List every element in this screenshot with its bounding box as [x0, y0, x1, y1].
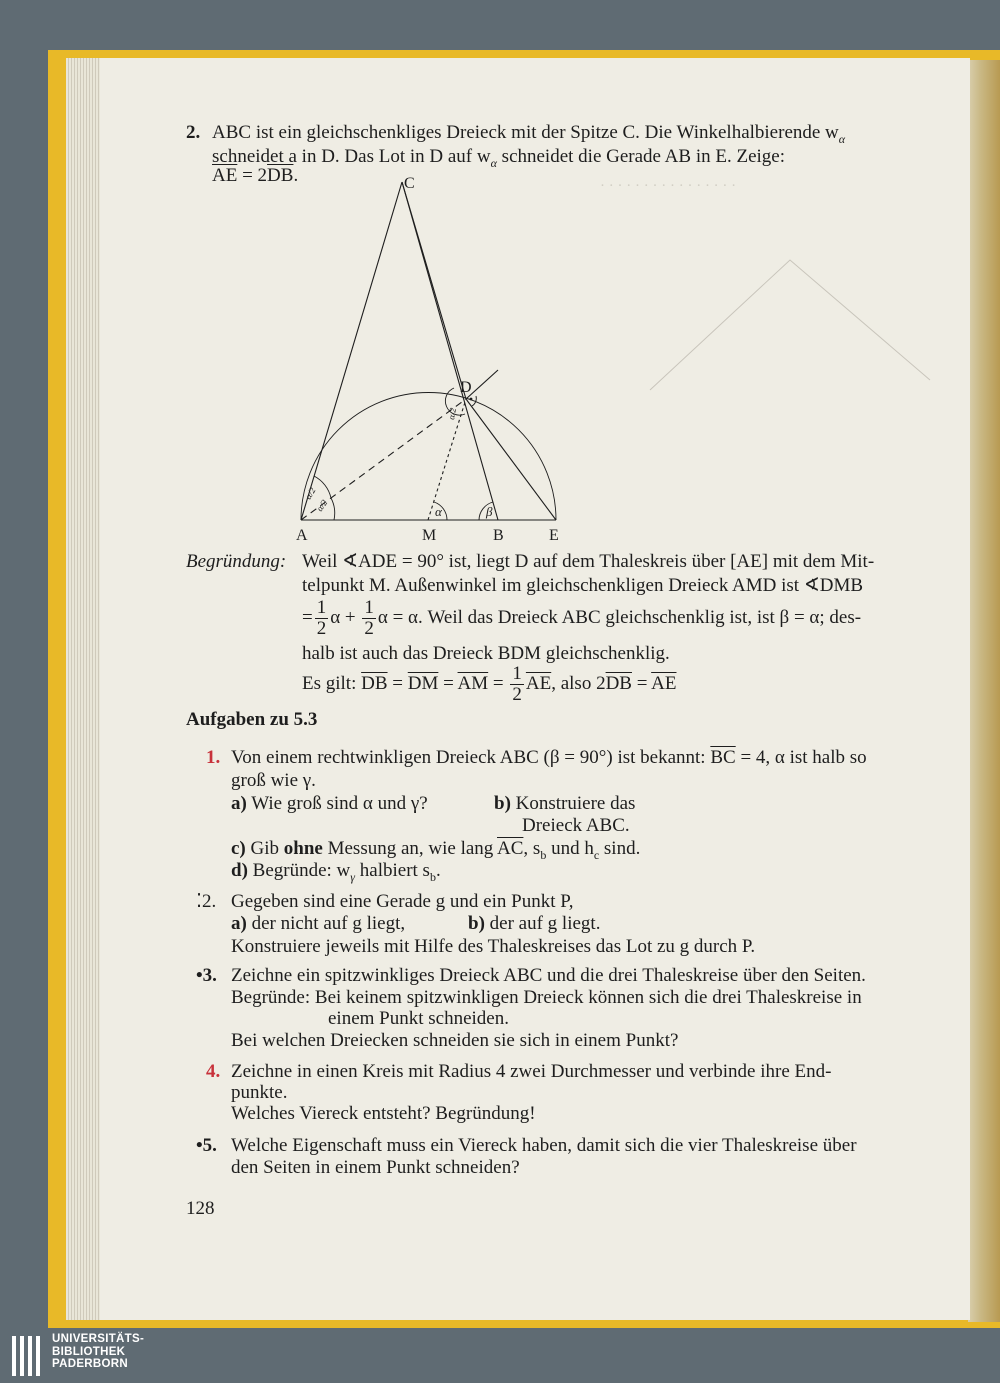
proof-line2: telpunkt M. Außenwinkel im gleichschenkligen Dreieck AMD ist ∢DMB: [302, 575, 864, 596]
problem-text-line1: ABC ist ein gleichschenkliges Dreieck mit der Spitze C. Die Winkelhalbierende $w_\alpha$: [212, 122, 846, 146]
task4-line3: Welches Viereck entsteht? Begründung!: [231, 1103, 536, 1124]
task1-line2: groß wie γ.: [231, 770, 316, 791]
angle-arc-a: [331, 498, 335, 520]
task1-line1: Von einem rechtwinkligen Dreieck ABC (β = 90°) ist bekannt: $\overline{BC} = 4$, α ist halb so: [231, 747, 867, 768]
label-m: M: [422, 527, 437, 544]
problem-text-line2: schneidet a in D. Das Lot in D auf $w_\alpha$ schneidet die Gerade AB in E. Zeige:: [212, 146, 785, 170]
task2-a: a) der nicht auf g liegt,: [231, 913, 406, 934]
page-number: 128: [186, 1198, 215, 1219]
proof-line4: halb ist auch das Dreieck BDM gleichschenklig.: [302, 643, 670, 664]
task3-line1: Zeichne ein spitzwinkliges Dreieck ABC und die drei Thaleskreise über den Seiten.: [231, 965, 866, 986]
task2-b: b) der auf g liegt.: [468, 913, 601, 934]
thales-circle: [301, 393, 556, 521]
task3-number: •3.: [196, 965, 217, 986]
library-logo-icon: [12, 1334, 48, 1380]
task2-number: ⁚2.: [196, 891, 217, 912]
label-e: E: [549, 527, 559, 544]
task2-line3: Konstruiere jeweils mit Hilfe des Thaleskreises das Lot zu g durch P.: [231, 936, 756, 957]
right-angle-dot: [470, 398, 473, 401]
label-c: C: [404, 175, 415, 192]
geometry-figure: [290, 170, 580, 545]
task4-line1: Zeichne in einen Kreis mit Radius 4 zwei Durchmesser und verbinde ihre End-: [231, 1061, 832, 1082]
bleed-through-text: · · · · · · · · · · · · · · · ·: [600, 178, 737, 194]
task5-line1: Welche Eigenschaft muss ein Viereck haben, damit sich die vier Thaleskreise über: [231, 1135, 857, 1156]
label-alpha-half-d: α/2: [446, 407, 459, 421]
bisector-ext: [402, 182, 466, 399]
section-title: Aufgaben zu 5.3: [186, 709, 318, 730]
label-angle-alpha: α: [435, 504, 442, 519]
task3-line4: Bei welchen Dreiecken schneiden sie sich in einem Punkt?: [231, 1030, 679, 1051]
label-d: D: [460, 379, 472, 396]
task2-line1: Gegeben sind eine Gerade g und ein Punkt P,: [231, 891, 574, 912]
proof-line3: = $\frac{1}{2}$ α + $\frac{1}{2}$ α = α. Weil das Dreieck ABC gleichschenklig ist, ist β = α; des-: [302, 597, 862, 639]
proof-label: Begründung:: [186, 551, 287, 572]
label-b: B: [493, 527, 504, 544]
problem-text-line3: $\overline{AE} = 2\overline{DB}$.: [212, 165, 299, 186]
task1-d: d) Begründe: $w_\gamma$ halbiert $s_b$.: [231, 860, 441, 884]
proof-line1: Weil ∢ADE = 90° ist, liegt D auf dem Thaleskreis über [AE] mit dem Mit-: [302, 551, 875, 572]
proof-line5: Es gilt: $\overline{DB} = \overline{DM} = \overline{AM}$ = $\frac{1}{2}$ $\overline{AE}$, also $2\overline{DB} = \overline{AE}$: [302, 663, 677, 705]
label-alpha-half-1: α/2: [303, 485, 318, 501]
perpendicular-de: [466, 399, 556, 520]
facing-page-edge: [968, 60, 1000, 1322]
task3-line3: einem Punkt schneiden.: [328, 1008, 509, 1029]
side-ac: [301, 182, 402, 520]
label-angle-beta: β: [486, 504, 493, 519]
task1-b-line2: Dreieck ABC.: [522, 815, 630, 836]
label-alpha-half-2: α/2: [314, 497, 330, 514]
problem-number: 2.: [186, 122, 201, 143]
label-a: A: [296, 527, 308, 544]
task3-line2: Begründe: Bei keinem spitzwinkligen Dreieck können sich die drei Thaleskreise in: [231, 987, 862, 1008]
task5-number: •5.: [196, 1135, 217, 1156]
library-name: UNIVERSITÄTS- BIBLIOTHEK PADERBORN: [52, 1333, 145, 1370]
task1-number: 1.: [206, 747, 221, 768]
task1-c: c) Gib ohne Messung an, wie lang $\overline{AC}$, $s_b$ und $h_c$ sind.: [231, 838, 641, 862]
task4-line2: punkte.: [231, 1082, 288, 1103]
task1-a: a) Wie groß sind α und γ?: [231, 793, 428, 814]
task4-number: 4.: [206, 1061, 221, 1082]
task1-b: b) Konstruiere das: [494, 793, 636, 814]
task5-line2: den Seiten in einem Punkt schneiden?: [231, 1157, 520, 1178]
